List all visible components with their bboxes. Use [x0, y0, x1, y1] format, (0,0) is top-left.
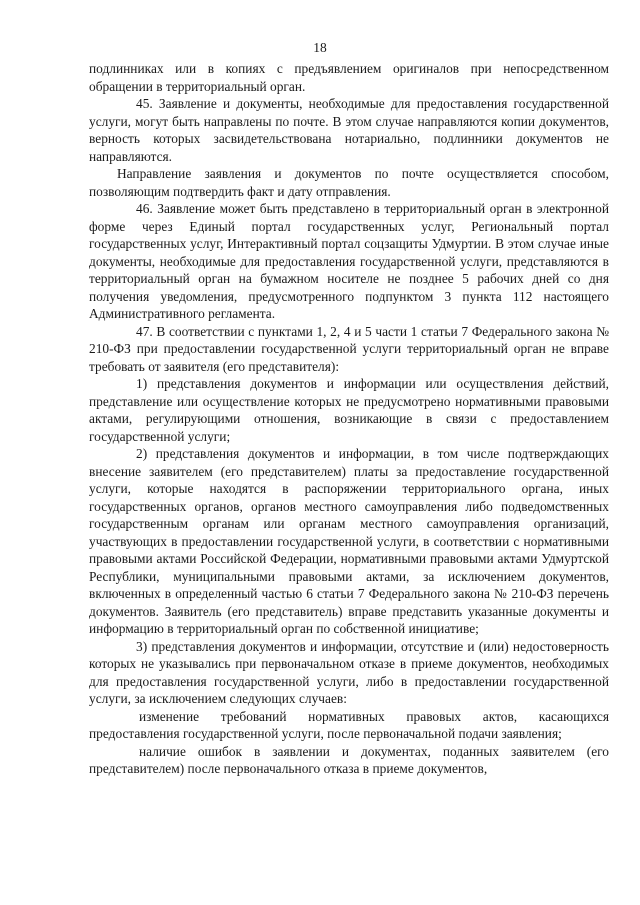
- list-item-2: 2) представления документов и информации, в том числе подтверждающих внесение заявителем (его представителем) платы за предоставление государственной услуги, которые находятся в распоряжении территориального органа, иных государственных органов, органов местного самоуправления либо подведомственных государственным органам или органам местного самоуправления организаций, участвующих в предоставлении государственной услуги, в соответствии с нормативными правовыми актами Российской Федерации, нормативными правовыми актами Удмуртской Республики, муниципальными правовыми актами, за исключением документов, включенных в определенный частью 6 статьи 7 Федерального закона № 210-ФЗ перечень документов. Заявитель (его представитель) вправе представить указанные документы и информацию в территориальный орган по собственной инициативе;: [89, 446, 609, 636]
- paragraph-47: 47. В соответствии с пунктами 1, 2, 4 и 5 части 1 статьи 7 Федерального закона № 210-ФЗ при предоставлении государственной услуги территориальный орган не вправе требовать от заявителя (его представителя):: [89, 323, 609, 374]
- list-item-1: 1) представления документов и информации или осуществления действий, представление или осуществление которых не предусмотрено нормативными правовыми актами, регулирующими отношения, возникающие в связи с предоставлением государственной услуги;: [89, 376, 609, 444]
- paragraph-45: 45. Заявление и документы, необходимые для предоставления государственной услуги, могут быть направлены по почте. В этом случае направляются копии документов, верность которых засвидетельствована нотариально, подлинники документов не направляются.: [89, 96, 609, 164]
- paragraph-postal-note: Направление заявления и документов по почте осуществляется способом, позволяющим подтвердить факт и дату отправления.: [89, 166, 609, 199]
- paragraph-46: 46. Заявление может быть представлено в территориальный орган в электронной форме через Единый портал государственных услуг, Региональный портал государственных услуг, Интерактивный портал соцзащиты Удмуртии. В этом случае иные документы, необходимые для предоставления государственной услуги, представляются в территориальный орган на бумажном носителе не позднее 5 рабочих дней со дня получения уведомления, предусмотренного подпунктом 3 пункта 112 настоящего Административного регламента.: [89, 201, 609, 321]
- exception-case-1: изменение требований нормативных правовых актов, касающихся предоставления государственной услуги, после первоначальной подачи заявления;: [89, 708, 609, 741]
- exception-case-2: наличие ошибок в заявлении и документах, поданных заявителем (его представителем) после первоначального отказа в приеме документов,: [89, 743, 609, 776]
- paragraph-continuation: подлинниках или в копиях с предъявлением оригиналов при непосредственном обращении в территориальный орган.: [89, 61, 609, 94]
- document-body: [89, 60, 609, 778]
- list-item-3: 3) представления документов и информации, отсутствие и (или) недостоверность которых не указывались при первоначальном отказе в приеме документов, необходимых для предоставления государственной услуги, либо в предоставлении государственной услуги, за исключением следующих случаев:: [89, 638, 609, 706]
- page-number: 18: [313, 40, 327, 55]
